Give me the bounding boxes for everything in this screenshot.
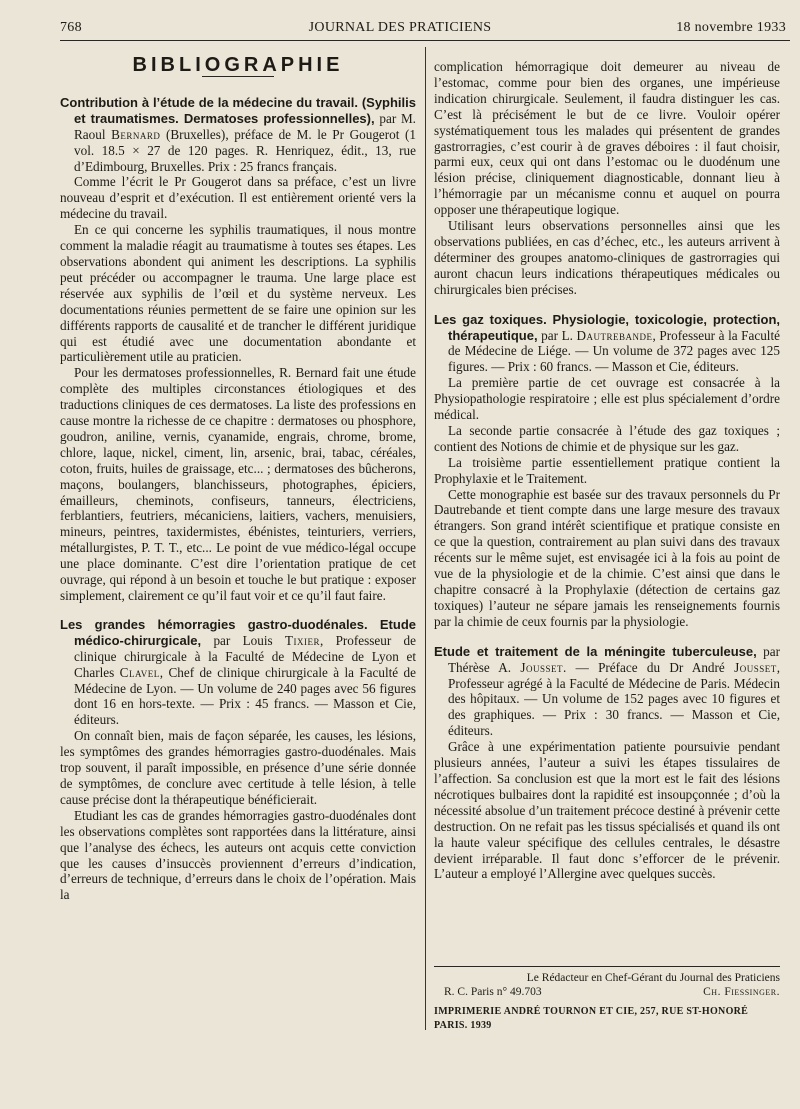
editor-signature: Ch. Fiessinger. [703, 986, 780, 998]
author-name: Jousset [520, 659, 564, 675]
paragraph: En ce qui concerne les syphilis traumatiques, il nous montre comment la maladie réagit au traumatisme à toutes ses étapes. Les observations abondent qui animent les descriptions. La syphilis peut précéder ou accompagner le trauma. Une large place est réservée aux syphilis de l’œil et du système nerveux. Les documentations réunies permettent de se faire une opinion sur les différents rapports de causalité et de trancher le différent juridique qui est étudié avec une documentation abondante et particulièrement utile au praticien. [60, 222, 416, 365]
paragraph: La première partie de cet ouvrage est consacrée à la Physiopathologie respiratoire ; elle est plus spécialement d’ordre médical. [434, 375, 780, 423]
book-title: Les grandes hémorragies gastro-duodénales. Etude médico-chirurgicale, [60, 616, 416, 648]
paragraph: On connaît bien, mais de façon séparée, les causes, les lésions, les symptômes des grandes hémorragies gastro-duodénales. Mais trop souvent, il paraît impossible, en présence d’une série donnée de symptômes, de conclure avec certitude à telle lésion, à telle cause précise dont la thérapeutique bénéficierait. [60, 728, 416, 807]
left-column [60, 54, 416, 903]
page-number: 768 [60, 20, 82, 35]
review-heading [434, 644, 780, 739]
paragraph: Pour les dermatoses professionnelles, R. Bernard fait une étude complète des multiples circonstances étiologiques et des traductions cliniques de ces dermatoses. La liste des professions en cause montre la richesse de ce chapitre : dermatoses ou phosphore, goudron, aniline, vernis, cyanamide, engrais, chrome, brome, chlore, laque, nickel, ciment, lin, arsenic, brai, tabac, céréales, coton, fruits, huiles de graissage, etc... ; dermatoses des bûcherons, maçons, boulangers, blanchisseurs, photographes, épiciers, émailleurs, cheminots, confiseurs, tanneurs, électriciens, ferblantiers, feutriers, mécaniciens, laitiers, vachers, menuisiers, mineurs, peintres, taxidermistes, ébénistes, teinturiers, verriers, métallurgistes, P. T. T., etc... Le point de vue médico-légal occupe une place dominante. C’est dire l’orientation pratique de cet ouvrage, qui répond à un besoin et touche le but pratique : exposer simplement, clairement ce qu’il faut voir et ce qu’il faut faire. [60, 365, 416, 603]
paragraph: Cette monographie est basée sur des travaux personnels du Pr Dautrebande et tient compte dans une large mesure des travaux étrangers. Son grand intérêt scientifique et pratique consiste en ce que la question, contrairement au plan suivi dans des travaux récents sur le même sujet, est envisagée ici à la fois au point de vue de la physiologie et de la chimie. C’est ainsi que dans le chapitre consacré à la Prophylaxie (détection de certains gaz toxiques) l’auteur ne sépare jamais les renseignements fournis par la chimie de ceux fournis par la physiologie. [434, 486, 780, 629]
review-heading [434, 312, 780, 376]
paragraph: Comme l’écrit le Pr Gougerot dans sa préface, c’est un livre nouveau d’esprit et d’exécution. Il est entièrement orienté vers la médecine du travail. [60, 174, 416, 222]
review-heading [60, 95, 416, 175]
colophon-rule [434, 966, 780, 967]
book-title: Contribution à l’étude de la médecine du travail. (Syphilis et traumatismes. Dermatoses professionnelles), [60, 94, 416, 126]
byline: par L. [537, 327, 577, 343]
paragraph: La troisième partie essentiellement pratique contient la Prophylaxie et le Traitement. [434, 454, 780, 486]
author-name: Dautrebande [576, 327, 653, 343]
author-name: Tixier [284, 632, 320, 648]
printer-line [434, 1005, 780, 1033]
book-details: (Bruxelles), préface de M. le Pr Gougerot (1 vol. 18.5 × 27 de 120 pages. R. Henriquez, édit., 13, rue d’Edimbourg, Bruxelles. Prix : 25 francs français. [74, 126, 416, 174]
byline: par Louis [201, 632, 285, 648]
journal-title: JOURNAL DES PRATICIENS [308, 20, 492, 35]
section-title: BIBLIOGRAPHIE [132, 54, 344, 76]
trade-register: R. C. Paris n° 49.703 [444, 986, 542, 998]
registration-line [434, 985, 780, 999]
printer-code: 1939 [470, 1020, 492, 1031]
review-heading [60, 617, 416, 728]
printer-name: IMPRIMERIE ANDRÉ TOURNON ET CIE, 257, RUE ST-HONORÉ PARIS. [434, 1006, 749, 1031]
section-title-rule [202, 76, 274, 77]
paragraph: Etudiant les cas de grandes hémorragies gastro-duodénales dont les observations complètes sont rapportées dans la littérature, ainsi que l’analyse des échecs, les auteurs ont acquis cette conviction que les causes d’insuccès proviennent d’erreurs d’indication, d’erreurs de technique, d’erreurs dans le choix de l’opération. Mais la [60, 807, 416, 903]
author-affiliation: , Professeur de clinique chirurgicale à la Faculté de Médecine de Lyon et Charles [74, 632, 416, 680]
book-details: , Professeur à la Faculté de Médecine de Liége. — Un volume de 372 pages avec 125 figures. — Prix : 60 francs. — Masson et Cie, éditeurs. [448, 327, 780, 375]
byline: par M. Raoul [74, 110, 416, 142]
header-rule [60, 40, 790, 41]
book-title: Les gaz toxiques. Physiologie, toxicologie, protection, thérapeutique, [434, 311, 780, 343]
editor-credit: Le Rédacteur en Chef-Gérant du Journal des Praticiens [526, 972, 780, 984]
preface-credit: . — Préface du Dr André [563, 659, 735, 675]
paragraph: Utilisant leurs observations personnelles ainsi que les observations publiées, en cas d’échec, etc., les auteurs arrivent à déterminer des groupes anatomo-cliniques de gastrorragies qui auront chacun leurs indications thérapeutiques médicales ou chirurgicales bien précises. [434, 218, 780, 297]
byline: par Thérèse A. [448, 643, 781, 675]
issue-date: 18 novembre 1933 [676, 20, 786, 35]
book-details: , Chef de clinique chirurgicale à la Faculté de Médecine de Lyon. — Un volume de 240 pages avec 56 figures dont 16 en hors-texte. — Prix : 45 francs. — Masson et Cie, éditeurs. [74, 664, 416, 728]
book-title: Etude et traitement de la méningite tuberculeuse, [434, 643, 757, 659]
colophon [434, 966, 780, 1033]
column-divider [425, 47, 426, 1030]
author-name: Bernard [111, 126, 161, 142]
author-name: Jousset [734, 659, 777, 675]
paragraph: complication hémorragique doit demeurer au niveau de l’estomac, comme pour bien des organes, une impérieuse indication chirurgicale. Seulement, il faudra distinguer les cas. C’est là précisément le but de ce livre. Vouloir opérer systématiquement tous les malades qui présentent de grandes gastrorragies, c’est courir à de graves déboires : il faut choisir, parmi eux, ceux qui ont dans l’estomac ou le duodénum une lésion précise, cliniquement diagnosticable, donnant lieu à l’hémorragie par un mécanisme connu et auquel on pourra opposer une thérapeutique logique. [434, 59, 780, 218]
author-name: Clavel [119, 664, 160, 680]
paragraph: La seconde partie consacrée à l’étude des gaz toxiques ; contient des Notions de chimie et de physique sur les gaz. [434, 422, 780, 454]
book-details: , Professeur agrégé à la Faculté de Médecine de Paris. Médecin des hôpitaux. — Un volume de 152 pages avec 10 figures et des graphiques. — Prix : 30 francs. — Masson et Cie, éditeurs. [448, 659, 780, 739]
right-column [434, 59, 780, 882]
paragraph: Grâce à une expérimentation patiente poursuivie pendant plusieurs années, l’auteur a suivi les étapes tissulaires de l’affection. Sa conclusion est que la mort est le fait des lésions nécrotiques bulbaires dont la rapidité est insoupçonnée ; d’où la nécessité absolue d’un traitement précoce destiné à prévenir cette destruction. On ne refait pas les tissus spécialisés et quand ils ont la haute valeur spécifique des cellules centrales, le désastre devient irréparable. Il faut donc s’efforcer de le prévenir. L’auteur a employé l’Allergine avec quelques succès. [434, 739, 780, 882]
